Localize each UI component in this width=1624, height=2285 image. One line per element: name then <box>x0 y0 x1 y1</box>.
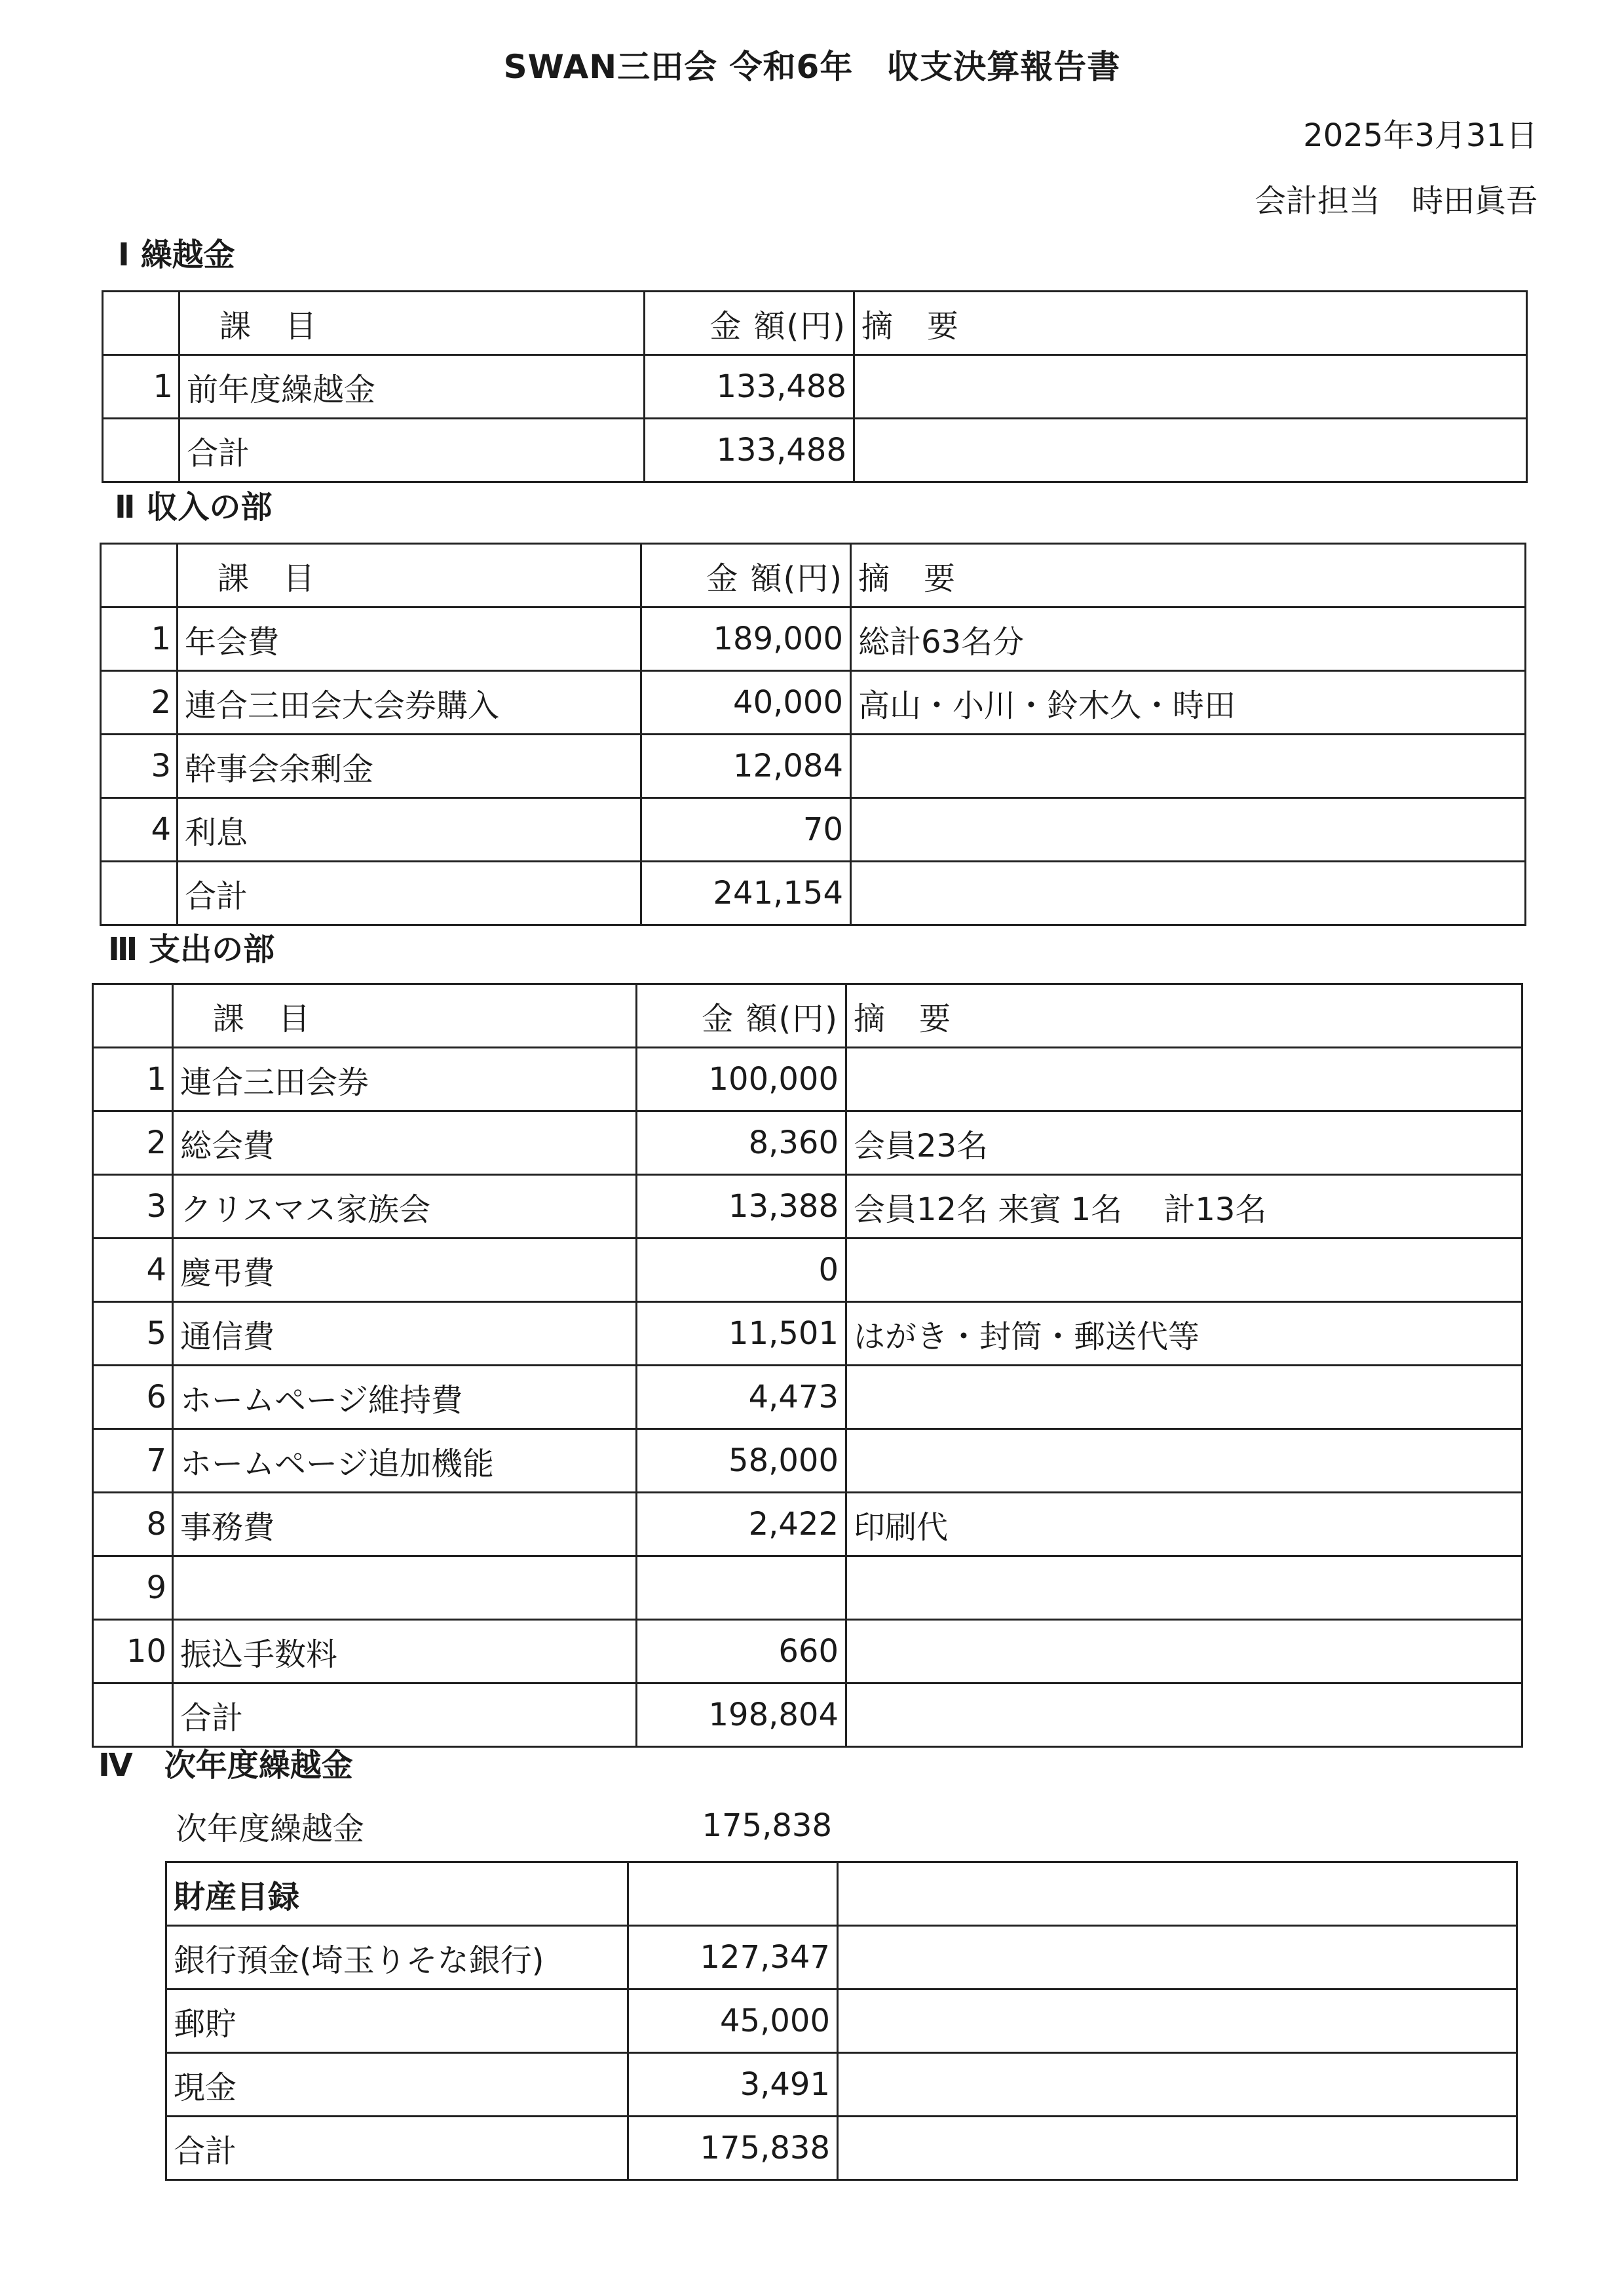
assets-row <box>166 1926 1517 1989</box>
assets-row <box>166 2117 1517 2180</box>
row-number <box>101 862 178 925</box>
row-amount: 133,488 <box>645 419 854 482</box>
assets-header-row <box>166 1862 1517 1926</box>
row-number: 1 <box>101 607 178 671</box>
row-item: 前年度繰越金 <box>179 355 645 419</box>
row-number: 8 <box>93 1493 173 1556</box>
row-number: 4 <box>93 1239 173 1302</box>
row-item: ホームページ追加機能 <box>173 1429 637 1493</box>
header-cell: 課 目 <box>178 544 641 607</box>
row-item <box>173 1556 637 1620</box>
assets-row <box>166 1989 1517 2053</box>
income-table <box>100 543 1526 926</box>
row-note: 総計63名分 <box>851 607 1526 671</box>
row-item: 合計 <box>179 419 645 482</box>
row-number: 2 <box>93 1111 173 1175</box>
row-item: クリスマス家族会 <box>173 1175 637 1239</box>
header-cell: 摘 要 <box>851 544 1526 607</box>
row-amount: 189,000 <box>641 607 851 671</box>
row-note <box>846 1239 1522 1302</box>
row-number: 9 <box>93 1556 173 1620</box>
next-carryover-amount: 175,838 <box>702 1807 832 1844</box>
header-row <box>93 984 1522 1048</box>
row-number: 7 <box>93 1429 173 1493</box>
expense-table <box>92 983 1523 1748</box>
accountant-name: 会計担当 時田眞吾 <box>1254 183 1538 220</box>
table-row <box>93 1556 1522 1620</box>
asset-amount: 45,000 <box>628 1989 838 2053</box>
asset-item: 現金 <box>166 2053 628 2117</box>
row-amount: 40,000 <box>641 671 851 735</box>
row-note: 印刷代 <box>846 1493 1522 1556</box>
report-date: 2025年3月31日 <box>1303 117 1538 154</box>
asset-note <box>838 2117 1517 2180</box>
header-cell: 摘 要 <box>854 292 1527 355</box>
header-cell: 金 額(円) <box>641 544 851 607</box>
row-amount <box>637 1556 846 1620</box>
row-note <box>851 735 1526 798</box>
section-title-expense: Ⅲ 支出の部 <box>108 931 275 968</box>
table-row <box>101 735 1526 798</box>
asset-amount: 175,838 <box>628 2117 838 2180</box>
row-number: 1 <box>103 355 179 419</box>
row-item: 連合三田会券 <box>173 1048 637 1111</box>
asset-note <box>838 1926 1517 1989</box>
row-number <box>103 419 179 482</box>
header-cell: 金 額(円) <box>637 984 846 1048</box>
row-amount: 660 <box>637 1620 846 1683</box>
row-note <box>851 798 1526 862</box>
row-number: 6 <box>93 1366 173 1429</box>
asset-note <box>838 2053 1517 2117</box>
row-item: 振込手数料 <box>173 1620 637 1683</box>
table-row <box>93 1683 1522 1747</box>
asset-item: 郵貯 <box>166 1989 628 2053</box>
section-title-carryover: Ⅰ 繰越金 <box>118 237 235 273</box>
row-amount: 58,000 <box>637 1429 846 1493</box>
row-note <box>846 1620 1522 1683</box>
row-number: 3 <box>93 1175 173 1239</box>
assets-header-blank <box>838 1862 1517 1926</box>
table-row <box>93 1111 1522 1175</box>
asset-item: 銀行預金(埼玉りそな銀行) <box>166 1926 628 1989</box>
row-amount: 12,084 <box>641 735 851 798</box>
header-cell: 金 額(円) <box>645 292 854 355</box>
row-number: 4 <box>101 798 178 862</box>
row-amount: 2,422 <box>637 1493 846 1556</box>
row-amount: 100,000 <box>637 1048 846 1111</box>
row-item: 通信費 <box>173 1302 637 1366</box>
row-number: 2 <box>101 671 178 735</box>
row-item: 合計 <box>173 1683 637 1747</box>
row-note <box>851 862 1526 925</box>
row-item: ホームページ維持費 <box>173 1366 637 1429</box>
row-note <box>846 1683 1522 1747</box>
carryover-table <box>102 290 1528 483</box>
row-amount: 133,488 <box>645 355 854 419</box>
row-note <box>854 419 1527 482</box>
row-note <box>846 1556 1522 1620</box>
table-row <box>93 1302 1522 1366</box>
row-note: 会員12名 来賓 1名 計13名 <box>846 1175 1522 1239</box>
table-row <box>93 1429 1522 1493</box>
table-row <box>101 862 1526 925</box>
row-item: 事務費 <box>173 1493 637 1556</box>
table-row <box>101 607 1526 671</box>
header-cell-no <box>103 292 179 355</box>
header-cell: 摘 要 <box>846 984 1522 1048</box>
asset-note <box>838 1989 1517 2053</box>
header-row <box>103 292 1527 355</box>
report-title: SWAN三田会 令和6年 収支決算報告書 <box>503 48 1121 86</box>
row-item: 年会費 <box>178 607 641 671</box>
row-item: 合計 <box>178 862 641 925</box>
row-amount: 241,154 <box>641 862 851 925</box>
row-amount: 13,388 <box>637 1175 846 1239</box>
row-item: 利息 <box>178 798 641 862</box>
row-note <box>846 1429 1522 1493</box>
header-row <box>101 544 1526 607</box>
row-note: 会員23名 <box>846 1111 1522 1175</box>
table-row <box>93 1366 1522 1429</box>
row-note <box>854 355 1527 419</box>
asset-amount: 127,347 <box>628 1926 838 1989</box>
header-cell-no <box>93 984 173 1048</box>
next-carryover-label: 次年度繰越金 <box>176 1811 365 1847</box>
table-row <box>101 671 1526 735</box>
table-row <box>93 1620 1522 1683</box>
row-amount: 4,473 <box>637 1366 846 1429</box>
table-row <box>103 419 1527 482</box>
table-row <box>101 798 1526 862</box>
assets-title: 財産目録 <box>166 1862 628 1926</box>
row-note <box>846 1048 1522 1111</box>
row-note <box>846 1366 1522 1429</box>
row-note: はがき・封筒・郵送代等 <box>846 1302 1522 1366</box>
row-amount: 70 <box>641 798 851 862</box>
asset-item: 合計 <box>166 2117 628 2180</box>
row-amount: 0 <box>637 1239 846 1302</box>
row-number: 3 <box>101 735 178 798</box>
header-cell: 課 目 <box>173 984 637 1048</box>
section-title-next-carryover: Ⅳ 次年度繰越金 <box>98 1747 353 1784</box>
row-amount: 198,804 <box>637 1683 846 1747</box>
table-row <box>93 1239 1522 1302</box>
row-item: 総会費 <box>173 1111 637 1175</box>
table-row <box>93 1493 1522 1556</box>
row-number: 10 <box>93 1620 173 1683</box>
row-note: 高山・小川・鈴木久・時田 <box>851 671 1526 735</box>
section-title-income: Ⅱ 収入の部 <box>115 489 273 526</box>
assets-header-blank <box>628 1862 838 1926</box>
row-amount: 11,501 <box>637 1302 846 1366</box>
row-item: 慶弔費 <box>173 1239 637 1302</box>
asset-amount: 3,491 <box>628 2053 838 2117</box>
row-item: 幹事会余剰金 <box>178 735 641 798</box>
row-amount: 8,360 <box>637 1111 846 1175</box>
row-item: 連合三田会大会券購入 <box>178 671 641 735</box>
table-row <box>93 1048 1522 1111</box>
table-row <box>93 1175 1522 1239</box>
header-cell-no <box>101 544 178 607</box>
assets-row <box>166 2053 1517 2117</box>
row-number: 5 <box>93 1302 173 1366</box>
header-cell: 課 目 <box>179 292 645 355</box>
row-number: 1 <box>93 1048 173 1111</box>
table-row <box>103 355 1527 419</box>
assets-table <box>165 1861 1518 2181</box>
row-number <box>93 1683 173 1747</box>
